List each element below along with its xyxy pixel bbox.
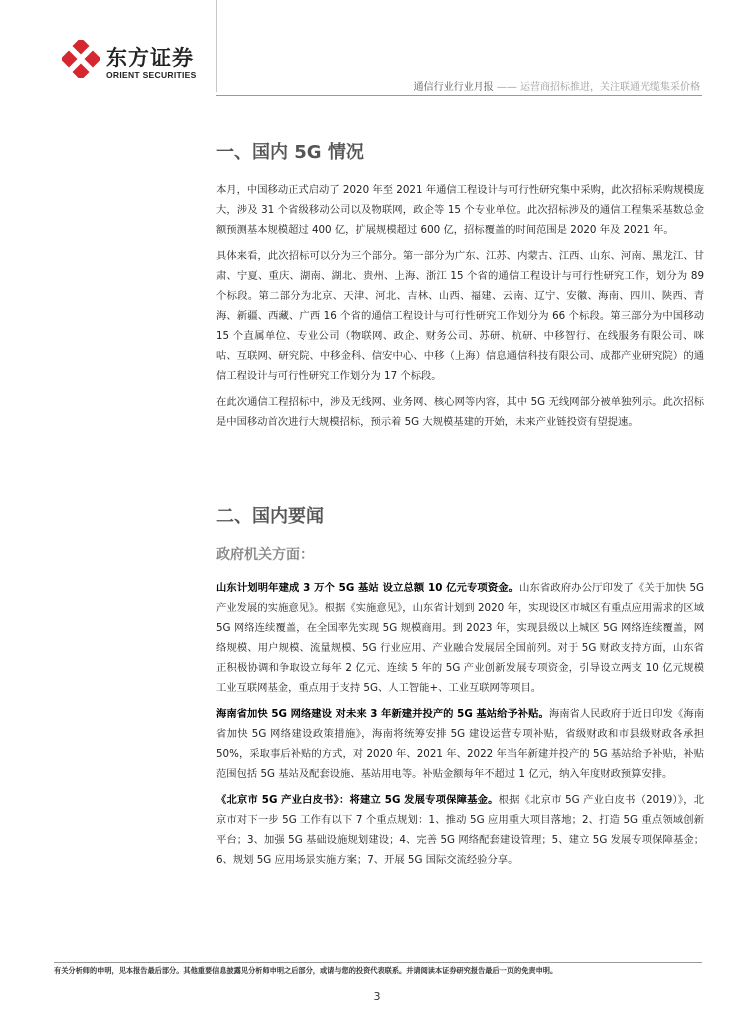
section-heading: 一、国内 5G 情况 <box>216 142 364 163</box>
report-title: 通信行业行业月报 <box>413 82 494 93</box>
paragraph: 在此次通信工程招标中，涉及无线网、业务网、核心网等内容，其中 5G 无线网部分被单独列示。此次招标是中国移动首次进行大规模招标，预示着 5G 大规模基建的开始，未来产业链投资有望提速。 <box>216 396 704 428</box>
section-heading: 二、国内要闻 <box>216 506 324 527</box>
company-logo <box>62 40 222 90</box>
paragraph: 本月，中国移动正式启动了 2020 年至 2021 年通信工程设计与可行性研究集中采购，此次招标采购规模庞大，涉及 31 个省级移动公司以及物联网，政企等 15 个专业单位。此次招标涉及的通信工程集采基数总金额预测基本规模超过 400 亿，扩展规模超过 600 亿，招标覆盖的时间范围是 2020 年及 2021 年。 <box>216 184 704 236</box>
news-body: 根据《北京市 5G 产业白皮书（2019）》，北京市对下一步 5G 工作有以下 7 个重点规划：1、推动 5G 应用重大项目落地；2、打造 5G 重点领域创新平台；3、加强 5G 基础设施规划建设；4、完善 5G 网络配套建设管理；5、建立 5G 发展专项保障基金；6、规划 5G 应用场景实施方案；7、开展 5G 国际交流经验分享。 <box>216 794 705 866</box>
subsection-heading: 政府机关方面： <box>216 547 314 563</box>
section-domestic-5g <box>216 138 704 438</box>
news-headline: 《北京市 5G 产业白皮书》：将建立 5G 发展专项保障基金。 <box>216 794 499 806</box>
footer-disclaimer: 有关分析师的申明，见本报告最后部分。其他重要信息披露见分析师申明之后部分，或请与您的投资代表联系。并请阅读本证券研究报告最后一页的免责申明。 <box>54 966 558 975</box>
news-item <box>216 578 704 698</box>
footer-rule <box>54 962 702 963</box>
section-domestic-news <box>216 502 704 876</box>
news-body: 海南省人民政府于近日印发《海南省加快 5G 网络建设政策措施》，海南将统筹安排 5G 建设运营专项补贴，省级财政和市县级财政各承担 50%，采取事后补贴的方式，对 2020 年、2021 年、2022 年当年新建并投产的 5G 基站给予补贴，补贴范围包括 5G 基站及配套设施、基站用电等。补贴金额每年不超过 1 亿元，纳入年度财政预算安排。 <box>216 708 704 780</box>
news-item <box>216 704 704 784</box>
news-headline: 海南省加快 5G 网络建设 对未来 3 年新建并投产的 5G 基站给予补贴。 <box>216 708 549 720</box>
news-item <box>216 790 704 870</box>
logo-english-name: ORIENT SECURITIES <box>106 70 197 80</box>
logo-chinese-name: 东方证券 <box>106 46 194 70</box>
header-rule <box>216 95 702 96</box>
page-number: 3 <box>373 990 381 1003</box>
paragraph: 具体来看，此次招标可以分为三个部分。第一部分为广东、江苏、内蒙古、江西、山东、河南、黑龙江、甘肃、宁夏、重庆、湖南、湖北、贵州、上海、浙江 15 个省的通信工程设计与可行性研究工作，划分为 89 个标段。第二部分为北京、天津、河北、吉林、山西、福建、云南、辽宁、安徽、海南、四川、陕西、青海、新疆、西藏、广西 16 个省的通信工程设计与可行性研究工作划分为 66 个标段。第三部分为中国移动 15 个直属单位、专业公司（物联网、政企、财务公司、苏研、杭研、中移智行、在线服务有限公司、咪咕、互联网、研究院、中移金科、信安中心、中移（上海）信息通信科技有限公司、成都产业研究院）的通信工程设计与可行性研究工作划分为 17 个标段。 <box>216 250 704 382</box>
report-header <box>414 78 700 93</box>
report-subtitle: —— 运营商招标推进，关注联通光缆集采价格 <box>496 82 700 93</box>
news-body: 山东省政府办公厅印发了《关于加快 5G 产业发展的实施意见》。根据《实施意见》，山东省计划到 2020 年，实现设区市城区有重点应用需求的区域 5G 网络连续覆盖，在全国率先实现 5G 规模商用。到 2023 年，实现县级以上城区 5G 网络连续覆盖，网络规模、用户规模、流量规模、5G 行业应用、产业融合发展居全国前列。对于 5G 财政支持方面，山东省正积极协调和争取设立每年 2 亿元、连续 5 年的 5G 产业创新发展专项资金，引导设立两支 10 亿元规模工业互联网基金，重点用于支持 5G、人工智能+、工业互联网等项目。 <box>216 582 704 694</box>
orient-logo-icon <box>62 40 100 78</box>
news-headline: 山东计划明年建成 3 万个 5G 基站 设立总额 10 亿元专项资金。 <box>216 582 520 594</box>
